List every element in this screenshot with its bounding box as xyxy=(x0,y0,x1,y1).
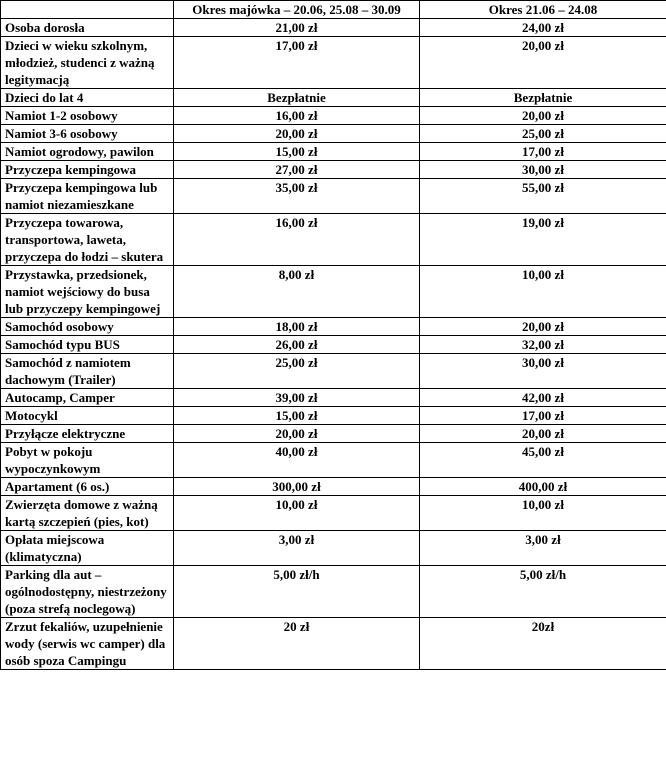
price-period-low: 10,00 zł xyxy=(174,496,420,531)
table-row xyxy=(1,89,666,107)
table-row xyxy=(1,496,666,531)
price-period-low: 16,00 zł xyxy=(174,107,420,125)
price-period-low: 18,00 zł xyxy=(174,318,420,336)
price-period-low: 17,00 zł xyxy=(174,37,420,89)
header-period-high: Okres 21.06 – 24.08 xyxy=(420,1,666,19)
row-label: Przystawka, przedsionek, namiot wejściowy do busa lub przyczepy kempingowej xyxy=(1,266,174,318)
price-period-high: 45,00 zł xyxy=(420,443,666,478)
price-period-high: 20,00 zł xyxy=(420,318,666,336)
table-row xyxy=(1,389,666,407)
row-label: Samochód osobowy xyxy=(1,318,174,336)
header-empty xyxy=(1,1,174,19)
row-label: Motocykl xyxy=(1,407,174,425)
row-label: Dzieci do lat 4 xyxy=(1,89,174,107)
price-period-low: 8,00 zł xyxy=(174,266,420,318)
row-label: Pobyt w pokoju wypoczynkowym xyxy=(1,443,174,478)
price-period-high: 32,00 zł xyxy=(420,336,666,354)
row-label: Dzieci w wieku szkolnym, młodzież, studenci z ważną legitymacją xyxy=(1,37,174,89)
price-period-high: 42,00 zł xyxy=(420,389,666,407)
row-label: Samochód typu BUS xyxy=(1,336,174,354)
row-label: Namiot 3-6 osobowy xyxy=(1,125,174,143)
table-row xyxy=(1,618,666,670)
row-label: Osoba dorosła xyxy=(1,19,174,37)
table-row xyxy=(1,354,666,389)
price-period-low: 26,00 zł xyxy=(174,336,420,354)
table-row xyxy=(1,443,666,478)
price-period-high: 25,00 zł xyxy=(420,125,666,143)
row-label: Przyczepa kempingowa xyxy=(1,161,174,179)
price-period-high: 20,00 zł xyxy=(420,37,666,89)
price-period-low: 300,00 zł xyxy=(174,478,420,496)
price-period-high: 3,00 zł xyxy=(420,531,666,566)
table-row xyxy=(1,161,666,179)
price-period-low: 15,00 zł xyxy=(174,143,420,161)
price-period-high: 20zł xyxy=(420,618,666,670)
price-period-high: 55,00 zł xyxy=(420,179,666,214)
header-row xyxy=(1,1,666,19)
row-label: Przyłącze elektryczne xyxy=(1,425,174,443)
table-row xyxy=(1,407,666,425)
table-row xyxy=(1,179,666,214)
price-period-low: 20 zł xyxy=(174,618,420,670)
price-period-low: 27,00 zł xyxy=(174,161,420,179)
price-period-low: 40,00 zł xyxy=(174,443,420,478)
price-period-low: 5,00 zł/h xyxy=(174,566,420,618)
price-period-low: 39,00 zł xyxy=(174,389,420,407)
price-period-high: 17,00 zł xyxy=(420,143,666,161)
table-row xyxy=(1,143,666,161)
price-period-low: 15,00 zł xyxy=(174,407,420,425)
price-period-low: 3,00 zł xyxy=(174,531,420,566)
price-period-low: 16,00 zł xyxy=(174,214,420,266)
row-label: Namiot ogrodowy, pawilon xyxy=(1,143,174,161)
price-period-high: 30,00 zł xyxy=(420,354,666,389)
table-row xyxy=(1,266,666,318)
header-period-low: Okres majówka – 20.06, 25.08 – 30.09 xyxy=(174,1,420,19)
row-label: Apartament (6 os.) xyxy=(1,478,174,496)
row-label: Przyczepa kempingowa lub namiot niezamieszkane xyxy=(1,179,174,214)
row-label: Zwierzęta domowe z ważną kartą szczepień (pies, kot) xyxy=(1,496,174,531)
price-period-low: 35,00 zł xyxy=(174,179,420,214)
row-label: Parking dla aut – ogólnodostępny, niestrzeżony (poza strefą noclegową) xyxy=(1,566,174,618)
row-label: Namiot 1-2 osobowy xyxy=(1,107,174,125)
price-period-high: Bezpłatnie xyxy=(420,89,666,107)
price-period-low: 25,00 zł xyxy=(174,354,420,389)
table-row xyxy=(1,566,666,618)
table-row xyxy=(1,531,666,566)
table-row xyxy=(1,125,666,143)
price-period-high: 19,00 zł xyxy=(420,214,666,266)
table-row xyxy=(1,478,666,496)
table-row xyxy=(1,318,666,336)
row-label: Autocamp, Camper xyxy=(1,389,174,407)
price-period-high: 17,00 zł xyxy=(420,407,666,425)
price-period-high: 24,00 zł xyxy=(420,19,666,37)
price-period-high: 10,00 zł xyxy=(420,496,666,531)
price-period-low: 20,00 zł xyxy=(174,425,420,443)
price-period-low: 21,00 zł xyxy=(174,19,420,37)
table-row xyxy=(1,107,666,125)
price-period-high: 20,00 zł xyxy=(420,107,666,125)
price-period-high: 10,00 zł xyxy=(420,266,666,318)
table-row xyxy=(1,19,666,37)
table-row xyxy=(1,336,666,354)
table-row xyxy=(1,425,666,443)
price-period-high: 400,00 zł xyxy=(420,478,666,496)
price-period-low: Bezpłatnie xyxy=(174,89,420,107)
price-period-high: 5,00 zł/h xyxy=(420,566,666,618)
price-period-low: 20,00 zł xyxy=(174,125,420,143)
row-label: Przyczepa towarowa, transportowa, laweta, przyczepa do łodzi – skutera xyxy=(1,214,174,266)
table-row xyxy=(1,37,666,89)
row-label: Samochód z namiotem dachowym (Trailer) xyxy=(1,354,174,389)
row-label: Zrzut fekaliów, uzupełnienie wody (serwis wc camper) dla osób spoza Campingu xyxy=(1,618,174,670)
price-period-high: 20,00 zł xyxy=(420,425,666,443)
price-period-high: 30,00 zł xyxy=(420,161,666,179)
table-row xyxy=(1,214,666,266)
row-label: Opłata miejscowa (klimatyczna) xyxy=(1,531,174,566)
